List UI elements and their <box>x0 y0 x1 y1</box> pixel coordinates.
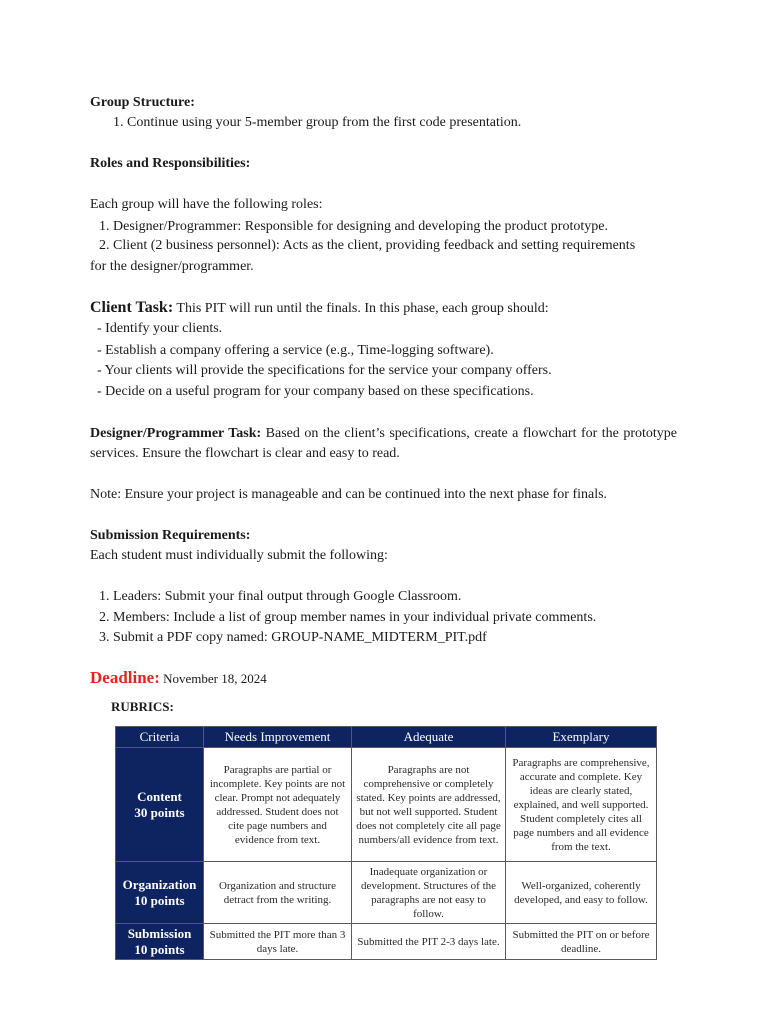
roles-item-client-cont: for the designer/programmer. <box>90 259 254 274</box>
exemplary-cell: Well-organized, coherently developed, and easy to follow. <box>506 862 657 924</box>
adequate-cell: Paragraphs are not comprehensive or completely stated. Key points are addressed, but not well supported. Student does not completely cite all page numbers/all evidence from text. <box>352 748 506 862</box>
deadline-label: Deadline: <box>90 668 160 687</box>
client-task-item: - Decide on a useful program for your company based on these specifications. <box>97 384 534 399</box>
table-row <box>116 862 657 924</box>
deadline-line <box>90 669 267 689</box>
designer-task-label: Designer/Programmer Task: <box>90 426 262 441</box>
note-text: Note: Ensure your project is manageable and can be continued into the next phase for finals. <box>90 487 608 502</box>
rubrics-header-row <box>116 727 657 748</box>
client-task-text: This PIT will run until the finals. In this phase, each group should: <box>173 301 549 316</box>
header-needs-improvement: Needs Improvement <box>204 727 352 748</box>
table-row <box>116 924 657 960</box>
client-task-line <box>90 299 549 318</box>
needs-improvement-cell: Paragraphs are partial or incomplete. Key points are not clear. Prompt not adequately addressed. Student does not cite page numbers and evidence from text. <box>204 748 352 862</box>
roles-intro: Each group will have the following roles: <box>90 197 323 212</box>
deadline-date: November 18, 2024 <box>159 671 267 686</box>
submission-item: 1. Leaders: Submit your final output through Google Classroom. <box>99 589 462 604</box>
client-task-item: - Establish a company offering a service (e.g., Time-logging software). <box>97 343 494 358</box>
header-adequate: Adequate <box>352 727 506 748</box>
designer-task-text: Based on the client’s specifications, create a flowchart for the prototype services. Ensure the flowchart is clear and easy to read. <box>90 426 677 461</box>
designer-task-paragraph <box>90 424 677 464</box>
roles-heading: Roles and Responsibilities: <box>90 156 251 171</box>
submission-item: 3. Submit a PDF copy named: GROUP-NAME_MIDTERM_PIT.pdf <box>99 630 487 645</box>
roles-item-client: 2. Client (2 business personnel): Acts as the client, providing feedback and setting requirements <box>99 238 636 253</box>
criteria-cell: Content 30 points <box>116 748 204 862</box>
submission-intro: Each student must individually submit the following: <box>90 548 388 563</box>
exemplary-cell: Paragraphs are comprehensive, accurate and complete. Key ideas are clearly stated, explained, and well supported. Student completely cites all page numbers and all evidence from the text. <box>506 748 657 862</box>
group-structure-heading: Group Structure: <box>90 95 195 110</box>
rubrics-table <box>115 726 657 960</box>
rubrics-title: RUBRICS: <box>111 699 174 714</box>
adequate-cell: Submitted the PIT 2-3 days late. <box>352 924 506 960</box>
group-structure-item: 1. Continue using your 5-member group from the first code presentation. <box>113 115 522 130</box>
submission-heading: Submission Requirements: <box>90 528 251 543</box>
needs-improvement-cell: Submitted the PIT more than 3 days late. <box>204 924 352 960</box>
submission-item: 2. Members: Include a list of group member names in your individual private comments. <box>99 610 597 625</box>
client-task-label: Client Task: <box>90 299 174 316</box>
adequate-cell: Inadequate organization or development. Structures of the paragraphs are not easy to follow. <box>352 862 506 924</box>
roles-item-designer: 1. Designer/Programmer: Responsible for designing and developing the product prototype. <box>99 219 608 234</box>
criteria-cell: Submission 10 points <box>116 924 204 960</box>
exemplary-cell: Submitted the PIT on or before deadline. <box>506 924 657 960</box>
needs-improvement-cell: Organization and structure detract from the writing. <box>204 862 352 924</box>
header-exemplary: Exemplary <box>506 727 657 748</box>
client-task-item: - Identify your clients. <box>97 321 223 336</box>
table-row <box>116 748 657 862</box>
header-criteria: Criteria <box>116 727 204 748</box>
client-task-item: - Your clients will provide the specifications for the service your company offers. <box>97 363 552 378</box>
criteria-cell: Organization 10 points <box>116 862 204 924</box>
